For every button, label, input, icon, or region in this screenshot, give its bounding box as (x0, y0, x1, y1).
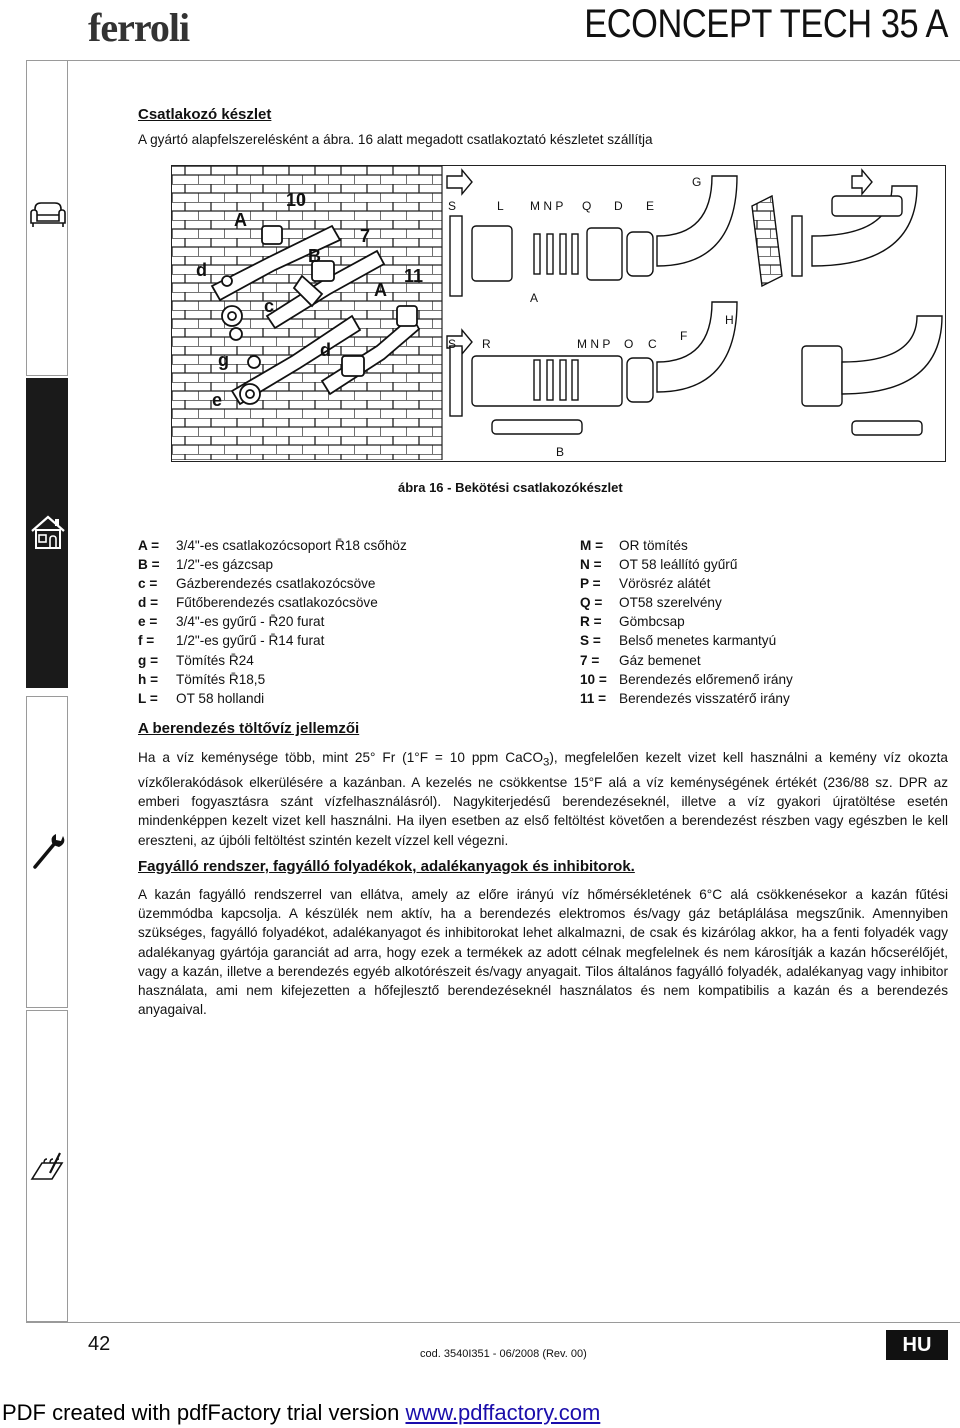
svg-text:F: F (680, 329, 688, 343)
svg-text:c: c (264, 296, 275, 316)
legend-key: L = (138, 690, 158, 706)
legend-text: 1/2"-es gyűrű - R̄14 furat (176, 633, 325, 649)
legend-text: 3/4"-es gyűrű - R̄20 furat (176, 614, 325, 630)
legend-text: 3/4"-es csatlakozócsoport R̄18 csőhöz (176, 538, 407, 553)
section-title-fill-water: A berendezés töltővíz jellemzői (138, 720, 360, 737)
page-number: 42 (88, 1333, 111, 1355)
svg-text:O: O (624, 337, 634, 351)
figure-caption: ábra 16 - Bekötési csatlakozókészlet (398, 480, 623, 495)
section-text-fill-water (138, 748, 948, 850)
legend-text: Berendezés visszatérő irány (619, 690, 790, 706)
svg-text:7: 7 (360, 226, 371, 246)
text-part: Ha a víz keménysége több, mint 25° Fr (1°F = 10 ppm CaCO (138, 750, 544, 765)
legend-row (580, 670, 793, 689)
legend-key: f = (138, 633, 155, 649)
legend-text: Vörösréz alátét (619, 576, 711, 592)
legend-key: A = (138, 538, 160, 553)
brand-logo: ferroli (88, 5, 190, 50)
legend-text: Gáz bemenet (619, 652, 701, 668)
legend-key: h = (138, 671, 159, 687)
svg-text:d: d (196, 260, 207, 280)
legend-key: 7 = (580, 652, 600, 668)
legend-text: Berendezés előremenő irány (619, 671, 793, 687)
legend-row (580, 555, 793, 574)
legend-key: B = (138, 557, 160, 573)
svg-text:M N P: M N P (530, 199, 564, 213)
legend-key: N = (580, 557, 602, 573)
legend-key: d = (138, 595, 159, 611)
sidebar-tab-service[interactable] (26, 696, 68, 1008)
svg-text:L: L (497, 199, 504, 213)
legend-text: Gázberendezés csatlakozócsöve (176, 576, 376, 592)
section-title-connection-kit: Csatlakozó készlet (138, 106, 272, 123)
svg-text:S: S (448, 199, 457, 213)
svg-text:G: G (692, 175, 702, 189)
svg-text:H: H (725, 313, 734, 327)
wrench-icon (29, 831, 67, 871)
legend-text: OR tömítés (619, 538, 688, 553)
legend-row (138, 670, 407, 689)
svg-text:E: E (646, 199, 655, 213)
legend-row (138, 574, 407, 593)
house-icon (29, 513, 67, 553)
legend-text: Tömítés R̄18,5 (176, 671, 266, 687)
legend-row (138, 631, 407, 650)
svg-text:A: A (374, 280, 387, 300)
document-code: cod. 3540I351 - 06/2008 (Rev. 00) (420, 1348, 587, 1360)
text-part: ), megfelelően kezelt vizet kell használni a kemény víz okozta vízkőlerakódások elkerülésére a kazánban. A kezelés ne csökkentse 15°F alá a víz keménységének értékét (236/88 sz. DPR az emberi fogyasztásra szánt vízfelhasználásról). Nagykiterjedésű berendezéseknél, illetve a víz gyakori újratöltése esetén mindenképpen kezelt vizet kell használni. Ha ilyen esetben az első feltöltést követően a berendezést részben vagy egészben le kell ereszteni, az újbóli feltöltést szintén kezelt vízzel kell végezni. (138, 750, 948, 848)
svg-text:A: A (234, 210, 247, 230)
svg-text:11: 11 (404, 266, 424, 286)
svg-text:M N P: M N P (577, 337, 611, 351)
content-bottom-rule (26, 1322, 960, 1323)
connection-kit-drawing (172, 166, 944, 460)
figure-connection-kit (171, 165, 946, 462)
pdf-footer-text: PDF created with pdfFactory trial version (2, 1400, 406, 1425)
sidebar-tab-user[interactable] (26, 60, 68, 376)
subscript: 3 (543, 756, 550, 769)
svg-text:R: R (482, 337, 491, 351)
sidebar-tab-installation[interactable] (26, 378, 68, 688)
legend-text: Belső menetes karmantyú (619, 633, 777, 649)
legend-row (138, 689, 407, 708)
svg-text:Q: Q (582, 199, 592, 213)
legend-key: c = (138, 576, 158, 592)
armchair-icon (29, 201, 67, 229)
legend-row (138, 536, 407, 555)
legend-key: P = (580, 576, 601, 592)
sidebar-tab-technical-data[interactable] (26, 1010, 68, 1322)
svg-text:C: C (648, 337, 657, 351)
legend-row (138, 612, 407, 631)
legend-text: OT58 szerelvény (619, 595, 722, 611)
legend-key: S = (580, 633, 601, 649)
legend-row (138, 593, 407, 612)
legend-key: 10 = (580, 671, 607, 687)
section-text-connection-kit: A gyártó alapfelszerelésként a ábra. 16 alatt megadott csatlakoztató készletet szállítja (138, 132, 653, 147)
legend-key: e = (138, 614, 158, 630)
legend-left (138, 536, 407, 708)
content-top-rule (68, 60, 960, 61)
svg-text:A: A (530, 291, 539, 305)
pdf-footer (2, 1400, 600, 1426)
legend-text: OT 58 leállító gyűrű (619, 557, 738, 573)
svg-text:B: B (556, 445, 565, 459)
legend-right (580, 536, 793, 708)
legend-text: OT 58 hollandi (176, 690, 265, 706)
svg-text:e: e (212, 390, 223, 410)
legend-text: Fűtőberendezés csatlakozócsöve (176, 595, 378, 611)
legend-row (580, 651, 793, 670)
legend-row (580, 689, 793, 708)
legend-key: M = (580, 538, 604, 553)
section-text-antifreeze: A kazán fagyálló rendszerrel van ellátva, amely az előre irányú víz hőmérsékletének 6°C alá csökkenésekor a kazán fűtési üzemmódba kapcsolja. A készülék nem aktív, ha a berendezés elektromos és/vagy gáz betáplálása megszűnik. Amennyiben szükséges, fagyálló folyadékot, adalékanyagot és inhibitorokat lehet alkalmazni, de csak és kizárólag akkor, ha a fenti folyadék vagy adalékanyag gyártója garanciát ad arra, hogy ezek a termékek az adott célnak megfelelnek és nem károsítják a kazán hőcserélőjét, vagy a kazán, illetve a berendezés egyéb alkotórészeit és/vagy anyagait. Tilos általános fagyálló folyadék, adalékanyag vagy inhibitor használata, ami nem kifejezetten a hőfejlesztő berendezéseknél használatos és nem kompatibilis a kazán és a berendezés anyagaival. (138, 887, 948, 1018)
svg-text:D: D (614, 199, 623, 213)
legend-row (580, 631, 793, 650)
sidebar (26, 60, 68, 1322)
legend-key: R = (580, 614, 602, 630)
svg-text:S: S (448, 337, 457, 351)
pdffactory-link[interactable]: www.pdffactory.com (405, 1400, 601, 1425)
svg-text:d: d (320, 340, 331, 360)
notepad-icon (29, 1149, 67, 1183)
legend-key: g = (138, 652, 159, 668)
legend-row (580, 593, 793, 612)
svg-text:g: g (218, 350, 229, 370)
legend-row (138, 555, 407, 574)
document-title: ECONCEPT TECH 35 A (584, 2, 948, 46)
svg-text:10: 10 (286, 190, 307, 210)
legend-text: Tömítés R̄24 (176, 652, 254, 668)
legend-text: 1/2"-es gázcsap (176, 557, 274, 573)
legend-key: Q = (580, 595, 603, 611)
svg-text:B: B (308, 246, 321, 266)
legend-text: Gömbcsap (619, 614, 685, 630)
section-title-antifreeze: Fagyálló rendszer, fagyálló folyadékok, adalékanyagok és inhibitorok. (138, 858, 635, 875)
language-badge: HU (886, 1330, 948, 1360)
legend-row (138, 651, 407, 670)
legend-key: 11 = (580, 690, 607, 706)
legend-row (580, 536, 793, 555)
legend-row (580, 612, 793, 631)
legend-row (580, 574, 793, 593)
